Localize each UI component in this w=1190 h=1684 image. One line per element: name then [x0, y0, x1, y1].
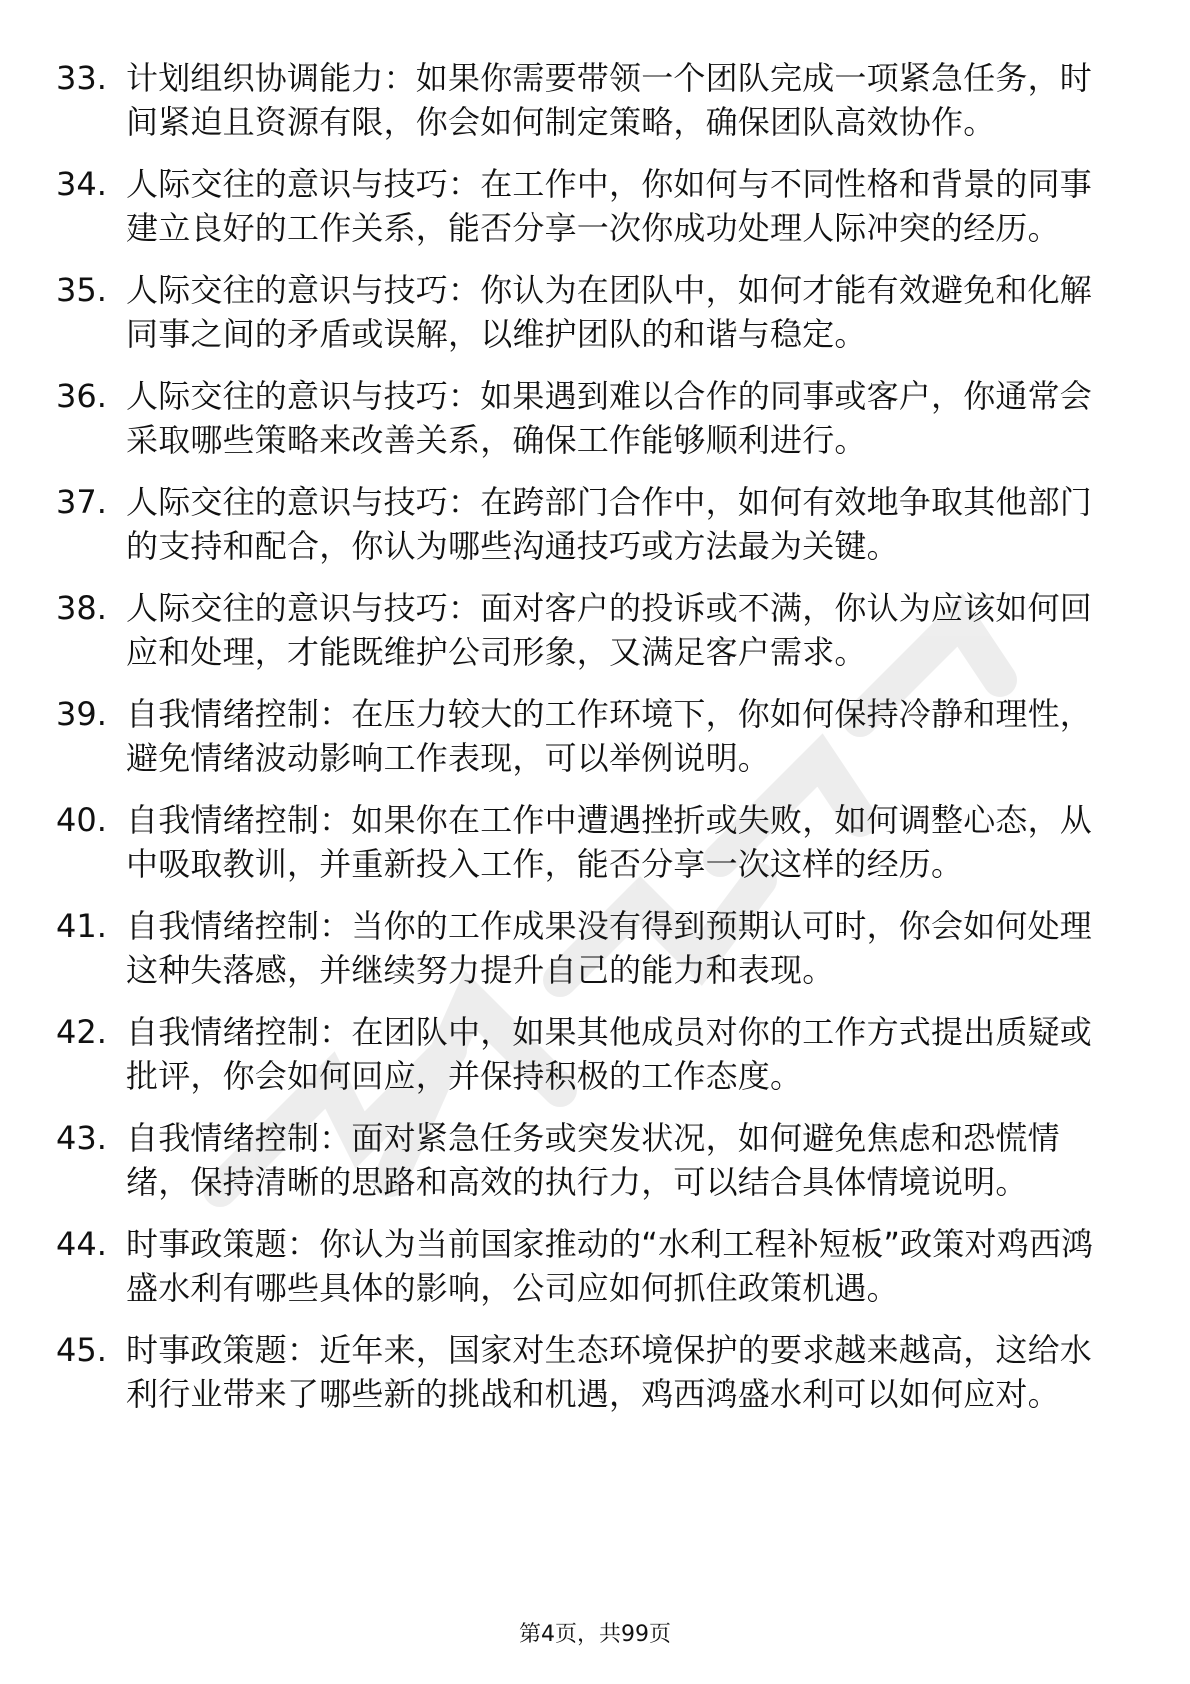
question-text: 人际交往的意识与技巧：你认为在团队中，如何才能有效避免和化解同事之间的矛盾或误解，以维护团队的和谐与稳定。 — [126, 271, 1093, 353]
list-item — [56, 1222, 1106, 1310]
list-item — [56, 480, 1106, 568]
question-text: 人际交往的意识与技巧：如果遇到难以合作的同事或客户，你通常会采取哪些策略来改善关系，确保工作能够顺利进行。 — [126, 377, 1093, 459]
list-item — [56, 1010, 1106, 1098]
question-text: 自我情绪控制：在团队中，如果其他成员对你的工作方式提出质疑或批评，你会如何回应，并保持积极的工作态度。 — [126, 1013, 1093, 1095]
question-text: 人际交往的意识与技巧：面对客户的投诉或不满，你认为应该如何回应和处理，才能既维护公司形象，又满足客户需求。 — [126, 589, 1093, 671]
question-number: 35. — [56, 271, 107, 309]
page-footer — [0, 1620, 1190, 1650]
page-number-label: 第4页，共99页 — [519, 1622, 671, 1647]
question-number: 34. — [56, 165, 107, 203]
question-text: 自我情绪控制：当你的工作成果没有得到预期认可时，你会如何处理这种失落感，并继续努力提升自己的能力和表现。 — [126, 907, 1093, 989]
question-text: 人际交往的意识与技巧：在跨部门合作中，如何有效地争取其他部门的支持和配合，你认为哪些沟通技巧或方法最为关键。 — [126, 483, 1093, 565]
list-item — [56, 1328, 1106, 1416]
question-number: 33. — [56, 59, 107, 97]
question-number: 41. — [56, 907, 107, 945]
list-item — [56, 268, 1106, 356]
list-item — [56, 692, 1106, 780]
question-text: 人际交往的意识与技巧：在工作中，你如何与不同性格和背景的同事建立良好的工作关系，能否分享一次你成功处理人际冲突的经历。 — [126, 165, 1093, 247]
question-number: 44. — [56, 1225, 107, 1263]
question-text: 时事政策题：近年来，国家对生态环境保护的要求越来越高，这给水利行业带来了哪些新的挑战和机遇，鸡西鸿盛水利可以如何应对。 — [126, 1331, 1093, 1413]
question-number: 40. — [56, 801, 107, 839]
list-item — [56, 1116, 1106, 1204]
question-number: 37. — [56, 483, 107, 521]
question-number: 43. — [56, 1119, 107, 1157]
list-item — [56, 162, 1106, 250]
list-item — [56, 56, 1106, 144]
list-item — [56, 586, 1106, 674]
question-number: 42. — [56, 1013, 107, 1051]
question-text: 自我情绪控制：如果你在工作中遭遇挫折或失败，如何调整心态，从中吸取教训，并重新投入工作，能否分享一次这样的经历。 — [126, 801, 1093, 883]
list-item — [56, 904, 1106, 992]
question-list — [56, 56, 1106, 1434]
list-item — [56, 374, 1106, 462]
question-number: 36. — [56, 377, 107, 415]
question-text: 自我情绪控制：在压力较大的工作环境下，你如何保持冷静和理性，避免情绪波动影响工作表现，可以举例说明。 — [126, 695, 1093, 777]
question-number: 39. — [56, 695, 107, 733]
question-text: 计划组织协调能力：如果你需要带领一个团队完成一项紧急任务，时间紧迫且资源有限，你会如何制定策略，确保团队高效协作。 — [126, 59, 1093, 141]
question-text: 自我情绪控制：面对紧急任务或突发状况，如何避免焦虑和恐慌情绪，保持清晰的思路和高效的执行力，可以结合具体情境说明。 — [126, 1119, 1060, 1201]
question-text: 时事政策题：你认为当前国家推动的“水利工程补短板”政策对鸡西鸿盛水利有哪些具体的影响，公司应如何抓住政策机遇。 — [126, 1225, 1094, 1307]
question-number: 38. — [56, 589, 107, 627]
list-item — [56, 798, 1106, 886]
question-number: 45. — [56, 1331, 107, 1369]
